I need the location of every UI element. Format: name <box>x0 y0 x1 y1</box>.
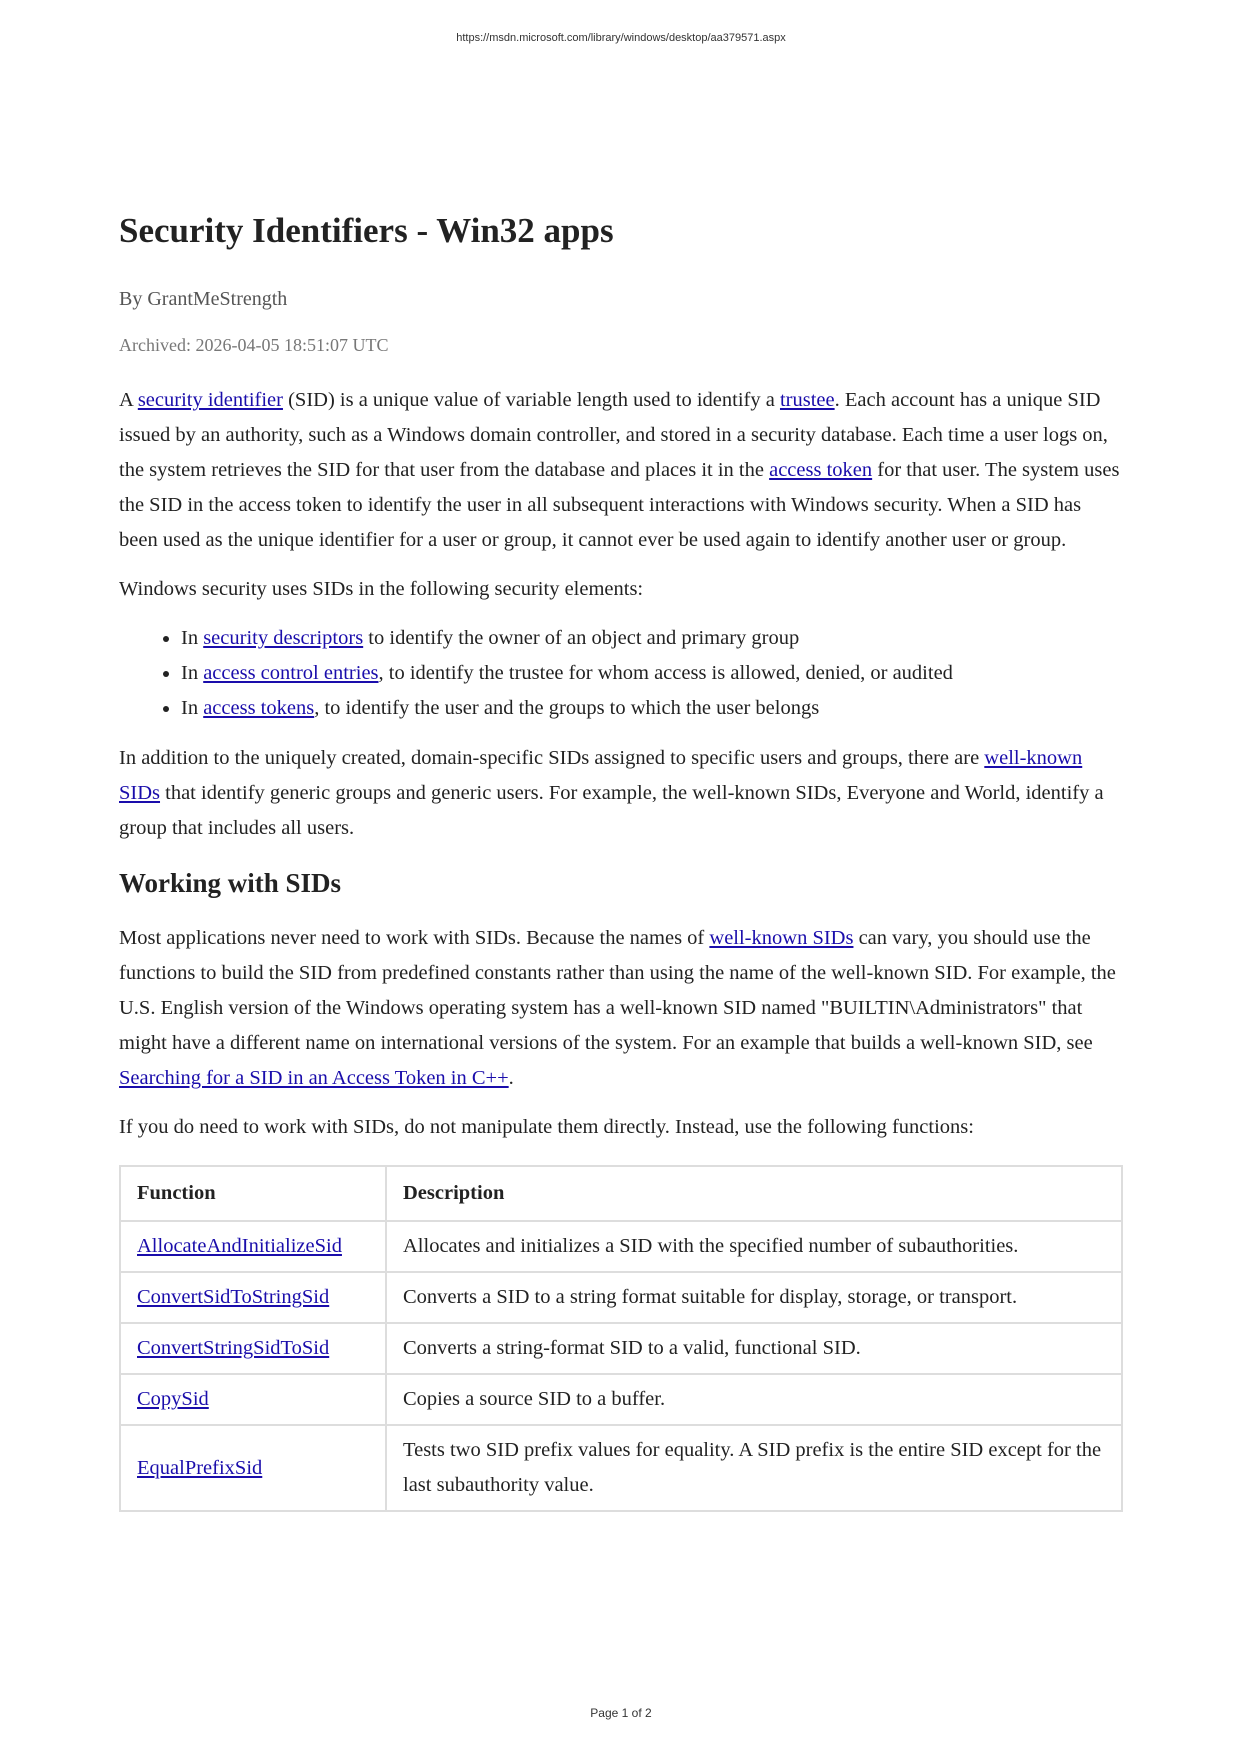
access-token-link[interactable]: access token <box>769 459 873 482</box>
functions-intro: If you do need to work with SIDs, do not manipulate them directly. Instead, use the following functions: <box>119 1116 974 1139</box>
page-title: Security Identifiers - Win32 apps <box>119 211 614 250</box>
table-row <box>120 1221 1122 1272</box>
working-paragraph: Most applications never need to work with SIDs. Because the names of well-known SIDs can vary, you should use the functions to build the SID from predefined constants rather than using the name of the well-known SID. For example, the U.S. English version of the Windows operating system has a well-known SID named "BUILTIN\Administrators" that might have a different name on international versions of the system. For an example that builds a well-known SID, see Searching for a SID in an Access Token in C++. <box>119 927 1116 1090</box>
description-cell: Tests two SID prefix values for equality. A SID prefix is the entire SID except for the last subauthority value. <box>386 1425 1122 1511</box>
page-url: https://msdn.microsoft.com/library/windows/desktop/aa379571.aspx <box>456 32 786 44</box>
functions-table <box>119 1165 1123 1512</box>
well-known-sids-link[interactable]: well-known SIDs <box>119 747 1083 805</box>
page-number: Page 1 of 2 <box>590 1706 652 1720</box>
article <box>119 210 1123 1512</box>
description-cell: Converts a string-format SID to a valid, functional SID. <box>386 1323 1122 1374</box>
function-cell <box>120 1374 386 1425</box>
list-item: • In access control entries, to identify the trustee for whom access is allowed, denied, or audited <box>181 656 1123 691</box>
archived-timestamp: Archived: 2026-04-05 18:51:07 UTC <box>119 335 389 355</box>
table-row <box>120 1425 1122 1511</box>
elements-intro: Windows security uses SIDs in the following security elements: <box>119 578 644 601</box>
function-cell <box>120 1323 386 1374</box>
function-link[interactable]: EqualPrefixSid <box>137 1456 263 1479</box>
function-cell <box>120 1272 386 1323</box>
column-header-description: Description <box>386 1166 1122 1221</box>
access-control-entries-link[interactable]: access control entries <box>203 662 379 685</box>
section-heading: Working with SIDs <box>119 868 342 899</box>
well-known-sids-link-2[interactable]: well-known SIDs <box>709 927 854 950</box>
function-link[interactable]: ConvertStringSidToSid <box>137 1337 330 1360</box>
security-elements-list <box>119 621 1123 726</box>
table-row <box>120 1374 1122 1425</box>
byline: By GrantMeStrength <box>119 288 288 310</box>
description-cell: Allocates and initializes a SID with the specified number of subauthorities. <box>386 1221 1122 1272</box>
trustee-link[interactable]: trustee <box>779 389 835 412</box>
table-header-row <box>120 1166 1122 1221</box>
table-row <box>120 1272 1122 1323</box>
wellknown-paragraph: In addition to the uniquely created, domain-specific SIDs assigned to specific users and groups, there are well-known SIDs that identify generic groups and generic users. For example, the well-known SIDs, Everyone and World, identify a group that includes all users. <box>119 747 1104 840</box>
security-descriptors-link[interactable]: security descriptors <box>203 627 364 650</box>
intro-paragraph: A security identifier (SID) is a unique value of variable length used to identify a trustee. Each account has a unique SID issued by an authority, such as a Windows domain controller, and stored in a security database. Each time a user logs on, the system retrieves the SID for that user from the database and places it in the access token for that user. The system uses the SID in the access token to identify the user in all subsequent interactions with Windows security. When a SID has been used as the unique identifier for a user or group, it cannot ever be used again to identify another user or group. <box>119 389 1120 552</box>
function-cell <box>120 1221 386 1272</box>
access-tokens-link[interactable]: access tokens <box>203 697 315 720</box>
function-link[interactable]: CopySid <box>137 1388 209 1411</box>
function-link[interactable]: AllocateAndInitializeSid <box>137 1235 342 1258</box>
table-row <box>120 1323 1122 1374</box>
description-cell: Copies a source SID to a buffer. <box>386 1374 1122 1425</box>
list-item: • In access tokens, to identify the user and the groups to which the user belongs <box>181 691 1123 726</box>
column-header-function: Function <box>120 1166 386 1221</box>
function-link[interactable]: ConvertSidToStringSid <box>137 1286 330 1309</box>
security-identifier-link[interactable]: security identifier <box>137 389 283 412</box>
description-cell: Converts a SID to a string format suitable for display, storage, or transport. <box>386 1272 1122 1323</box>
function-cell <box>120 1425 386 1511</box>
searching-sid-link[interactable]: Searching for a SID in an Access Token in C++ <box>119 1067 509 1090</box>
list-item: • In security descriptors to identify the owner of an object and primary group <box>181 621 1123 656</box>
